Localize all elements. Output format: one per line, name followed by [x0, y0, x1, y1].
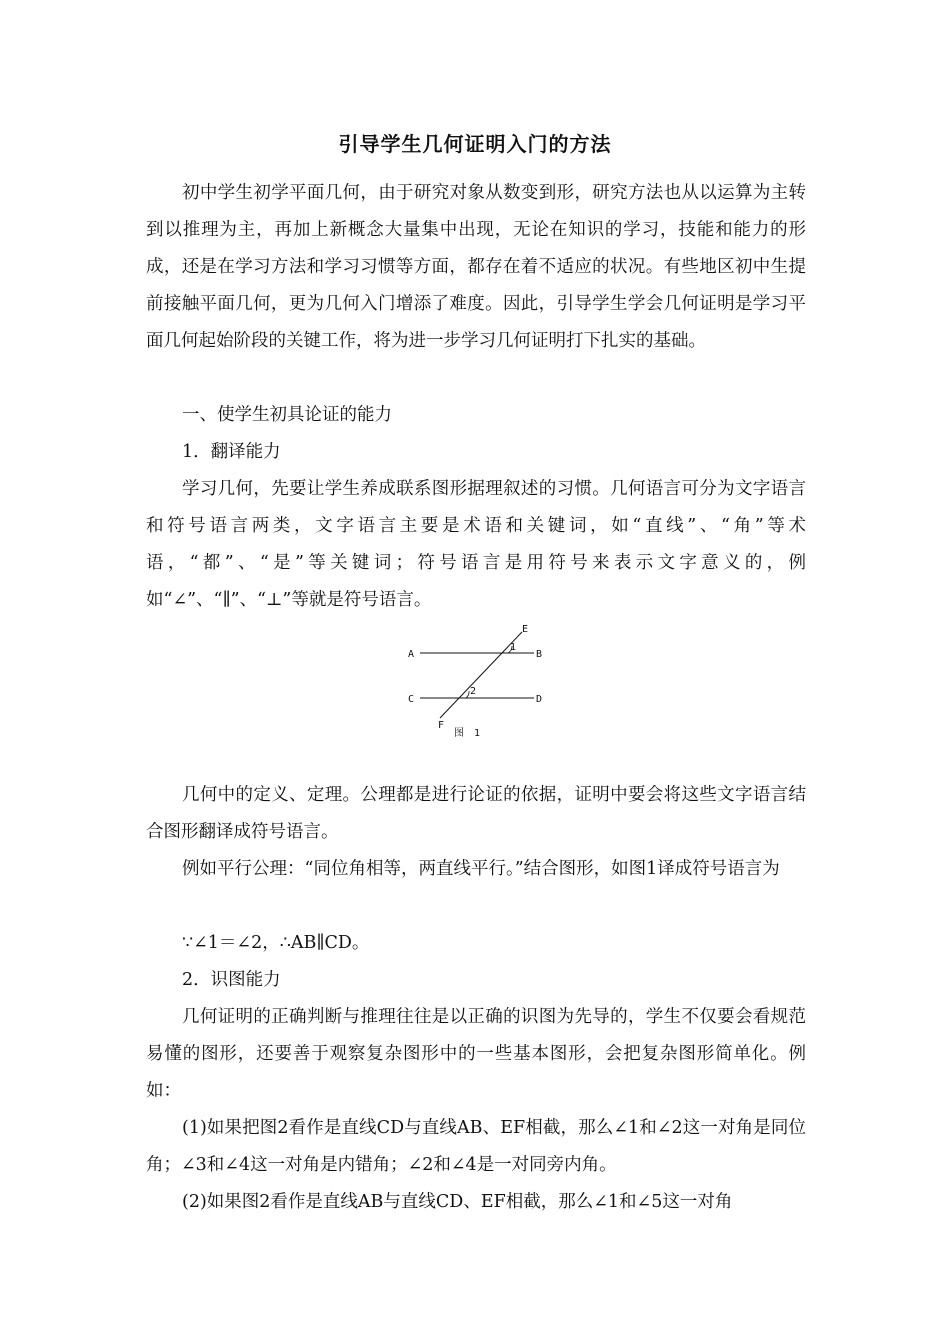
label-c: C — [408, 694, 415, 705]
label-e: E — [522, 624, 529, 635]
paragraph-example: 例如平行公理：“同位角相等，两直线平行。”结合图形，如图1译成符号语言为 — [182, 859, 780, 879]
paragraph-recognize: 几何证明的正确判断与推理往往是以正确的识图为先导的，学生不仅要会看规范易懂的图形，还要善于观察复杂图形中的一些基本图形，会把复杂图形简单化。例如： — [146, 1007, 806, 1101]
intro-paragraph: 初中学生初学平面几何，由于研究对象从数变到形，研究方法也从以运算为主转到以推理为主，再加上新概念大量集中出现，无论在知识的学习，技能和能力的形成，还是在学习方法和学习习惯等方面，都存在着不适应的状况。有些地区初中生提前接触平面几何，更为几何入门增添了难度。因此，引导学生学会几何证明是学习平面几何起始阶段的关键工作，将为进一步学习几何证明打下扎实的基础。 — [146, 183, 806, 351]
list-item-1: (1)如果把图2看作是直线CD与直线AB、EF相截，那么∠1和∠2这一对角是同位角；∠3和∠4这一对角是内错角；∠2和∠4是一对同旁内角。 — [146, 1118, 806, 1175]
document-title: 引导学生几何证明入门的方法 — [338, 132, 612, 156]
subsection-heading-translate: 1．翻译能力 — [182, 442, 281, 462]
label-angle-1: 1 — [510, 642, 517, 653]
figure-1-caption: 图 1 — [454, 728, 481, 739]
label-angle-2: 2 — [470, 686, 477, 697]
label-d: D — [536, 694, 543, 705]
label-a: A — [408, 649, 415, 660]
paragraph-translate: 学习几何，先要让学生养成联系图形据理叙述的习惯。几何语言可分为文字语言和符号语言两类，文字语言主要是术语和关键词，如“直线”、“角”等术语，“都”、“是”等关键词；符号语言是用符号来表示文字意义的，例如“∠”、“∥”、“⊥”等就是符号语言。 — [146, 479, 806, 610]
subsection-heading-recognize: 2．识图能力 — [182, 970, 281, 990]
formula-line: ∵∠1＝∠2，∴AB∥CD。 — [182, 933, 370, 953]
section-heading-1: 一、使学生初具论证的能力 — [182, 405, 392, 425]
figure-1-diagram — [396, 620, 556, 750]
label-f: F — [438, 720, 445, 731]
angle-2-arc — [466, 691, 469, 698]
label-b: B — [536, 649, 543, 660]
list-item-2: (2)如果图2看作是直线AB与直线CD、EF相截，那么∠1和∠5这一对角 — [182, 1192, 733, 1212]
paragraph-definitions: 几何中的定义、定理。公理都是进行论证的依据，证明中要会将这些文字语言结合图形翻译成符号语言。 — [146, 785, 806, 842]
